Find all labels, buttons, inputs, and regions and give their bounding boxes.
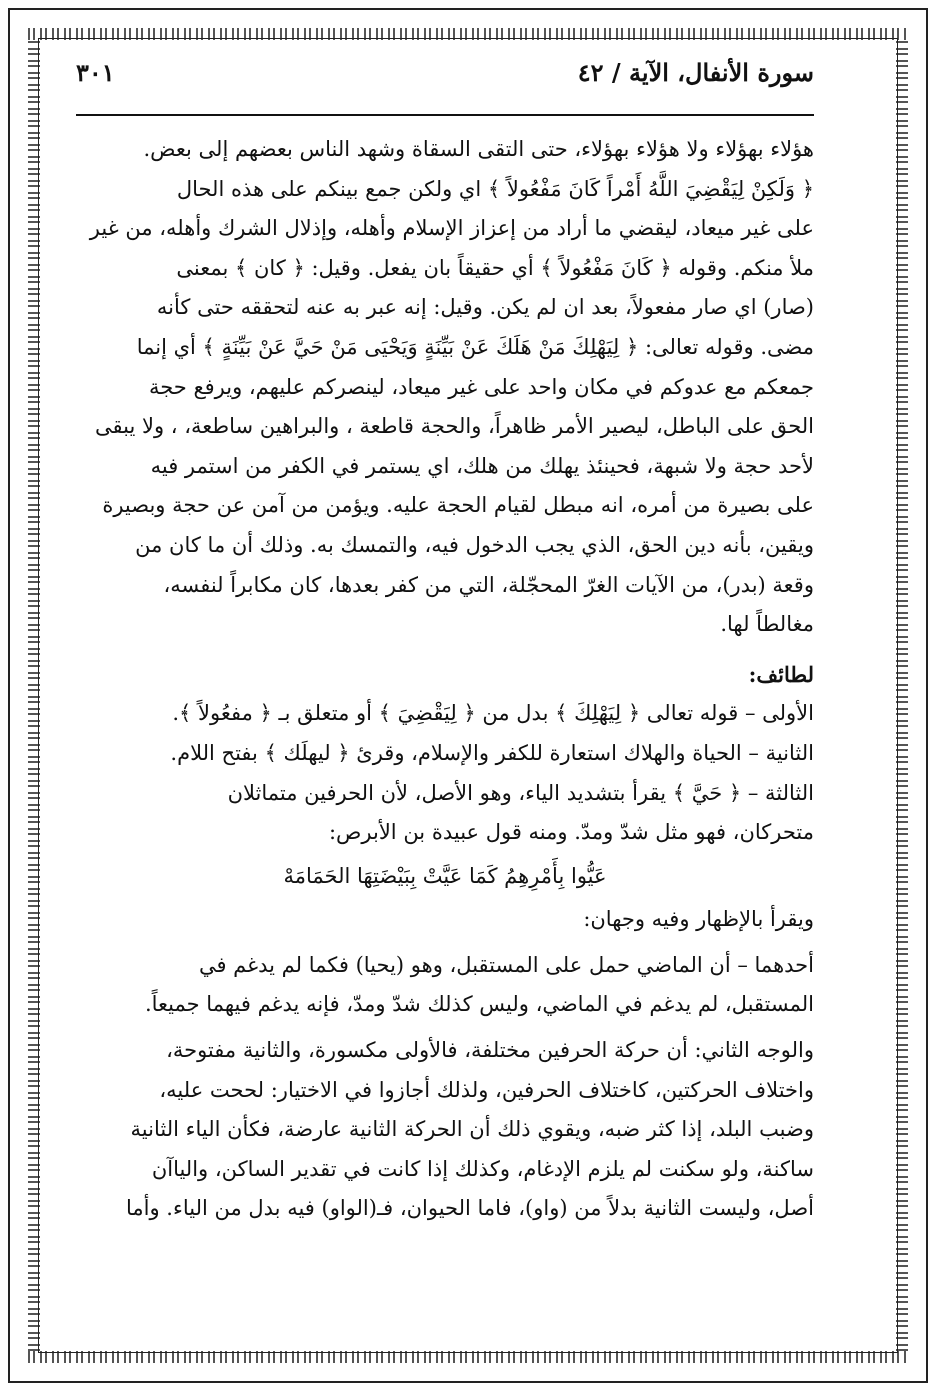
paragraph-commentary [76, 130, 814, 645]
text-line: ساكنة، ولو سكنت لم يلزم الإدغام، وكذلك إذا كانت في تقدير الساكن، والياآن [151, 1156, 814, 1181]
text-line: ملأ منكم. وقوله ﴿ كَانَ مَفْعُولاً ﴾ أي حقيقاً بان يفعل. وقيل: ﴿ كان ﴾ بمعنى [176, 255, 814, 280]
page-body [76, 116, 814, 1229]
text-line: وضبب البلد، إذا كثر ضبه، ويقوي ذلك أن الحركة الثانية عارضة، فكأن الياء الثانية [130, 1117, 814, 1142]
section-heading: لطائف: [748, 661, 814, 687]
text-line: المستقبل، لم يدغم في الماضي، وليس كذلك شدّ ومدّ، فإنه يدغم فيهما جميعاً. [144, 992, 814, 1017]
text-line: هؤلاء بهؤلاء ولا هؤلاء بهؤلاء، حتى التقى السقاة وشهد الناس بعضهم إلى بعض. [143, 137, 814, 161]
poetry-verse: عَيُّوا بِأَمْرِهِمُ كَمَا عَيَّتْ بِبَيْضَتِهَا الحَمَامَهْ [283, 863, 607, 888]
text-line: الحق على الباطل، ليصير الأمر ظاهراً، والحجة قاطعة ، والبراهين ساطعة، ، ولا يبقى [94, 414, 814, 439]
text-line: ﴿ وَلَكِنْ لِيَقْضِيَ اللَّهُ أَمْراً كَانَ مَفْعُولاً ﴾ اي ولكن جمع بينكم على هذه الحال [176, 176, 814, 201]
text-line: الثانية – الحياة والهلاك استعارة للكفر والإسلام، وقرئ ﴿ ليهلَك ﴾ بفتح اللام. [170, 740, 814, 765]
text-line: الثالثة – ﴿ حَيَّ ﴾ يقرأ بتشديد الياء، وهو الأصل، لأن الحرفين متماثلان [227, 780, 814, 805]
text-line: ويقرأ بالإظهار وفيه وجهان: [583, 907, 814, 932]
text-line: والوجه الثاني: أن حركة الحرفين مختلفة، فالأولى مكسورة، والثانية مفتوحة، [166, 1038, 814, 1063]
text-line: لأحد حجة ولا شبهة، فحينئذ يهلك من هلك، اي يستمر في الكفر من استمر فيه [150, 453, 814, 478]
text-line: متحركان، فهو مثل شدّ ومدّ. ومنه قول عبيدة بن الأبرص: [328, 820, 814, 845]
text-line: أحدهما – أن الماضي حمل على المستقبل، وهو (يحيا) فكما لم يدغم في [198, 952, 814, 977]
text-line: أصل، وليست الثانية بدلاً من (واو)، فاما الحيوان، فـ(الواو) فيه بدل من الياء. وأما [126, 1196, 814, 1221]
page-number: ٣٠١ [76, 58, 115, 87]
text-line: جمعكم مع عدوكم في مكان واحد على غير ميعاد، لينصركم عليهم، ويرفع حجة [148, 374, 814, 399]
text-line: مضى. وقوله تعالى: ﴿ لِيَهْلِكَ مَنْ هَلَكَ عَنْ بَيِّنَةٍ وَيَحْيَى مَنْ حَيَّ عَنْ بَيِّنَةٍ ﴾ أي إنما [136, 334, 814, 359]
book-page [76, 58, 814, 1229]
text-line: ويقين، بأنه دين الحق، الذي يجب الدخول فيه، والتمسك به. وذلك أن ما كان من [135, 532, 814, 557]
text-line: مغالطاً لها. [720, 612, 814, 637]
text-line: (صار) اي صار مفعولاً، بعد ان لم يكن. وقيل: إنه عبر به عنه لتحققه حتى كأنه [156, 295, 814, 320]
paragraph-subtleties [76, 694, 814, 852]
paragraph-second-aspect [76, 1031, 814, 1229]
page-header [76, 58, 814, 114]
paragraph-reading [76, 900, 814, 940]
text-line: الأولى – قوله تعالى ﴿ لِيَهْلِكَ ﴾ بدل من ﴿ لِيَقْضِيَ ﴾ أو متعلق بـ ﴿ مفعُولاً ﴾. [172, 701, 814, 726]
text-line: وقعة (بدر)، من الآيات الغرّ المحجّلة، التي من كفر بعدها، كان مكابراً لنفسه، [163, 572, 814, 597]
text-line: على بصيرة من أمره، انه مبطل لقيام الحجة عليه. ويؤمن من آمن عن حجة وبصيرة [102, 493, 814, 518]
paragraph-first-aspect [76, 946, 814, 1025]
running-title: سورة الأنفال، الآية / ٤٢ [577, 58, 814, 87]
text-line: على غير ميعاد، ليقضي ما أراد من إعزاز الإسلام وأهله، وإذلال الشرك وأهله، من غير [89, 216, 814, 241]
text-line: واختلاف الحركتين، كاختلاف الحرفين، ولذلك أجازوا في الاختيار: لححت عليه، [159, 1077, 814, 1102]
